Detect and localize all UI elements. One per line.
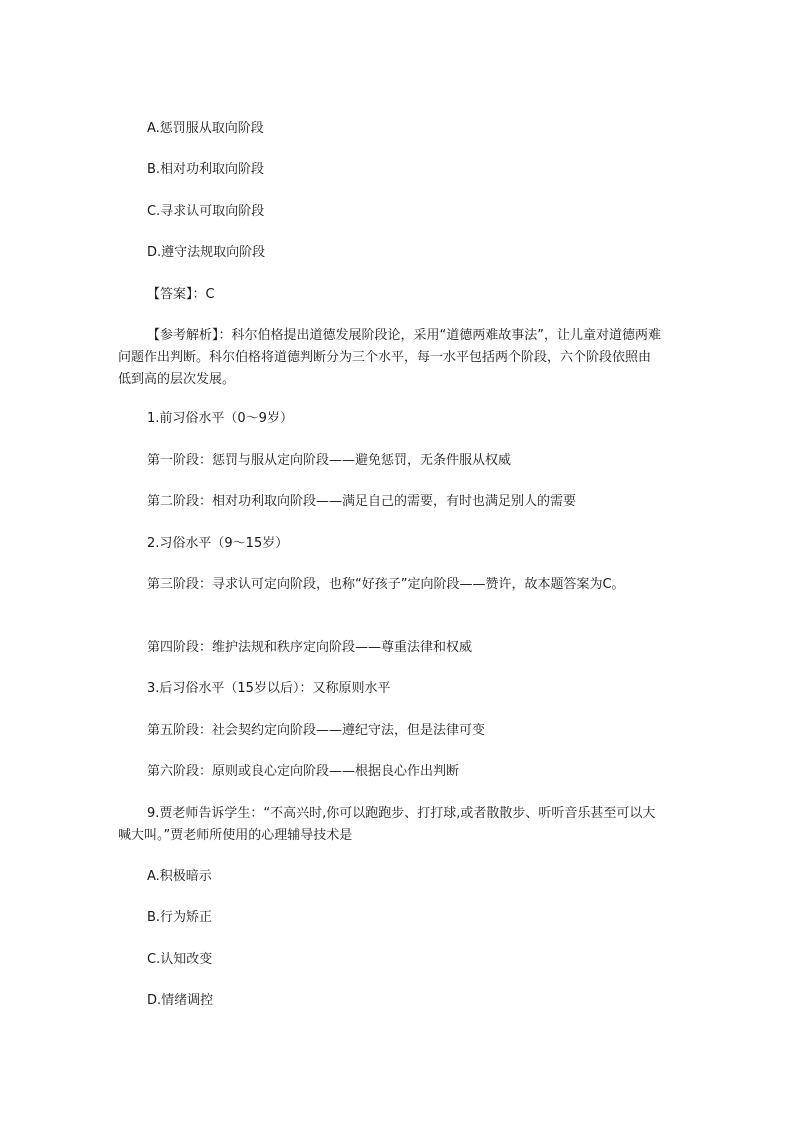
level-3-heading: 3.后习俗水平（15岁以后）：又称原则水平 (147, 681, 391, 696)
stage-3: 第三阶段：寻求认可定向阶段，也称“好孩子”定向阶段——赞许，故本题答案为C。 (147, 577, 625, 592)
q9-option-a: A.积极暗示 (147, 869, 212, 884)
stage-2: 第二阶段：相对功利取向阶段——满足自己的需要，有时也满足别人的需要 (147, 494, 577, 509)
stage-1: 第一阶段：惩罚与服从定向阶段——避免惩罚，无条件服从权威 (147, 453, 512, 468)
level-2-heading: 2.习俗水平（9～15岁） (147, 536, 289, 551)
q9-option-d: D.情绪调控 (147, 993, 214, 1008)
q9-option-c: C.认知改变 (147, 952, 213, 967)
q9-option-b: B.行为矫正 (147, 910, 213, 925)
q8-answer: 【答案】：C (147, 287, 215, 302)
q8-option-c: C.寻求认可取向阶段 (147, 204, 265, 219)
stage-5: 第五阶段：社会契约定向阶段——遵纪守法，但是法律可变 (147, 723, 486, 738)
q9-stem: 9.贾老师告诉学生：“不高兴时,你可以跑跑步、打打球,或者散散步、听听音乐甚至可以大喊大叫。”贾老师所使用的心理辅导技术是 (118, 806, 656, 843)
level-1-heading: 1.前习俗水平（0～9岁） (147, 411, 293, 426)
q8-option-b: B.相对功利取向阶段 (147, 162, 265, 177)
stage-4: 第四阶段：维护法规和秩序定向阶段——尊重法律和权威 (147, 640, 473, 655)
q8-option-d: D.遵守法规取向阶段 (147, 245, 266, 260)
stage-6: 第六阶段：原则或良心定向阶段——根据良心作出判断 (147, 764, 460, 779)
q8-option-a: A.惩罚服从取向阶段 (147, 121, 264, 136)
q8-analysis: 【参考解析】：科尔伯格提出道德发展阶段论，采用“道德两难故事法”，让儿童对道德两难问题作出判断。科尔伯格将道德判断分为三个水平，每一水平包括两个阶段，六个阶段依照由低到高的层次发展。 (118, 328, 661, 387)
